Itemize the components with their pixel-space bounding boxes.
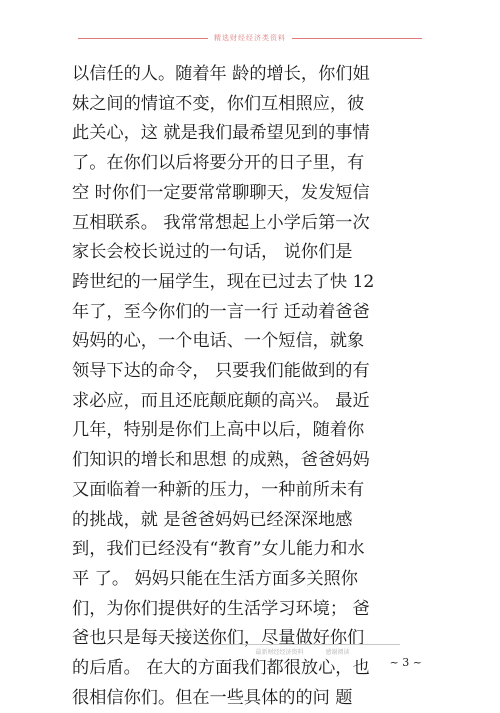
text-line: 此关心，这 就是我们最希望见到的事情 (72, 123, 370, 144)
footer-rule (205, 644, 400, 645)
text-line: 们，为你们提供好的生活学习环境； 爸 (72, 598, 370, 619)
text-line: 以信任的人。随着年 龄的增长，你们姐 (72, 64, 370, 84)
page-number: ~ 3 ~ (389, 656, 422, 669)
text-line: 了。在你们以后将要分开的日子里，有 (72, 153, 365, 174)
text-line: 又面临着一种新的压力，一种前所未有 (72, 479, 365, 500)
text-line: 互相联系。 我常常想起上小学后第一次 (72, 212, 370, 233)
text-line: 爸也只是每天接送你们，尽量做好你们 (72, 628, 365, 649)
text-line: 很相信你们。但在一些具体的的问 题 (72, 687, 353, 708)
footer-text (205, 647, 400, 656)
text-line: 家长会校长说过的一句话， 说你们是 (72, 242, 353, 263)
footer-right-label: 感谢阅读 (325, 649, 350, 656)
text-line: 几年，特别是你们上高中以后，随着你 (72, 420, 365, 441)
text-line: 求必应，而且还庇颠庇颠的高兴。 最近 (72, 390, 370, 411)
text-line: 到，我们已经没有“教育”女儿能力和水 (72, 539, 365, 560)
text-line: 领导下达的命令， 只要我们能做到的有 (72, 361, 370, 382)
text-line: 跨世纪的一届学生，现在已过去了快 12 (72, 271, 375, 292)
body-text (72, 60, 434, 713)
text-line: 平 了。 妈妈只能在生活方面多关照你 (72, 568, 358, 589)
page-footer (205, 644, 400, 658)
text-line: 们知识的增长和思想 的成熟，爸爸妈妈 (72, 450, 370, 471)
text-line: 的后盾。 在大的方面我们都很放心，也 (72, 658, 370, 679)
text-line: 空 时你们一定要常常聊聊天，发发短信 (72, 182, 370, 203)
page-header (78, 30, 422, 46)
text-line: 年了，至今你们的一言一行 迁动着爸爸 (72, 301, 370, 322)
text-line: 妈妈的心，一个电话、一个短信，就象 (72, 331, 365, 352)
footer-left-label: 最新财经经济资料 (255, 649, 304, 656)
text-line: 妹之间的情谊不变，你们互相照应，彼 (72, 93, 365, 114)
header-label: 精选财经经济类资料 (208, 33, 292, 43)
text-line: 的挑战，就 是爸爸妈妈已经深深地感 (72, 509, 353, 530)
